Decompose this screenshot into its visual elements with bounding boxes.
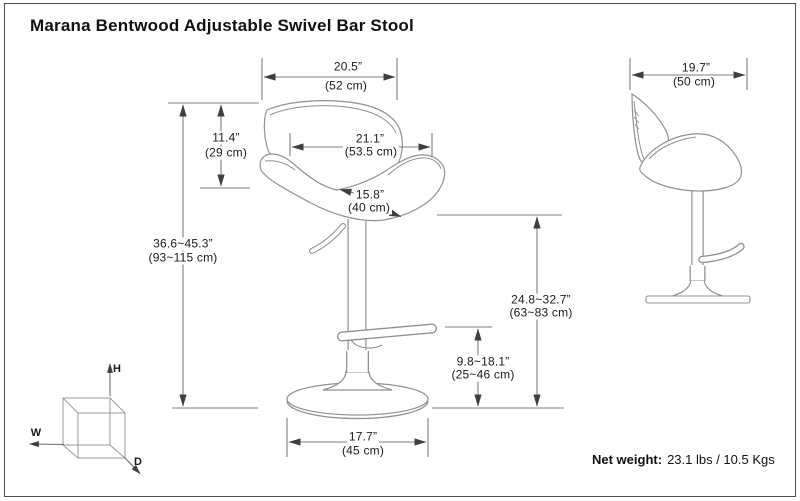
axis-width-label: W <box>30 427 42 439</box>
dim-overall-depth-cm: (50 cm) <box>672 74 716 89</box>
dim-footrest-height-inches: 9.8~18.1” <box>456 354 510 369</box>
dim-back-height-cm: (29 cm) <box>204 145 248 160</box>
dimension-lines <box>168 58 747 457</box>
dim-overall-height-inches: 36.6~45.3” <box>153 236 213 251</box>
net-weight <box>592 452 775 467</box>
dim-overall-depth-inches: 19.7” <box>681 60 711 75</box>
dim-back-height-inches: 11.4” <box>212 130 240 145</box>
net-weight-label: Net weight: <box>592 452 663 467</box>
axis-depth-label: D <box>134 456 142 468</box>
dim-overall-height-cm: (93~115 cm) <box>148 250 218 265</box>
side-view-drawing <box>632 94 750 303</box>
dim-footrest-height-cm: (25~46 cm) <box>451 367 515 382</box>
dim-back-width-cm: (52 cm) <box>324 78 368 93</box>
dim-back-width-inches: 20.5” <box>333 59 363 74</box>
dim-base-diameter-cm: (45 cm) <box>341 443 385 458</box>
axis-height-label: H <box>113 363 121 375</box>
dim-seat-height-cm: (63~83 cm) <box>509 305 573 320</box>
dim-seat-width-cm: (53.5 cm) <box>344 144 398 159</box>
dim-seat-height-inches: 24.8~32.7” <box>511 292 571 307</box>
dim-seat-depth-inches: 15.8” <box>355 187 385 202</box>
dim-base-diameter-inches: 17.7” <box>348 429 378 444</box>
axes-cube-icon <box>30 364 140 474</box>
dim-seat-depth-cm: (40 cm) <box>347 200 391 215</box>
page-title: Marana Bentwood Adjustable Swivel Bar Stool <box>30 16 414 35</box>
dim-seat-width-inches: 21.1” <box>355 131 385 146</box>
net-weight-value: 23.1 lbs / 10.5 Kgs <box>667 452 775 467</box>
